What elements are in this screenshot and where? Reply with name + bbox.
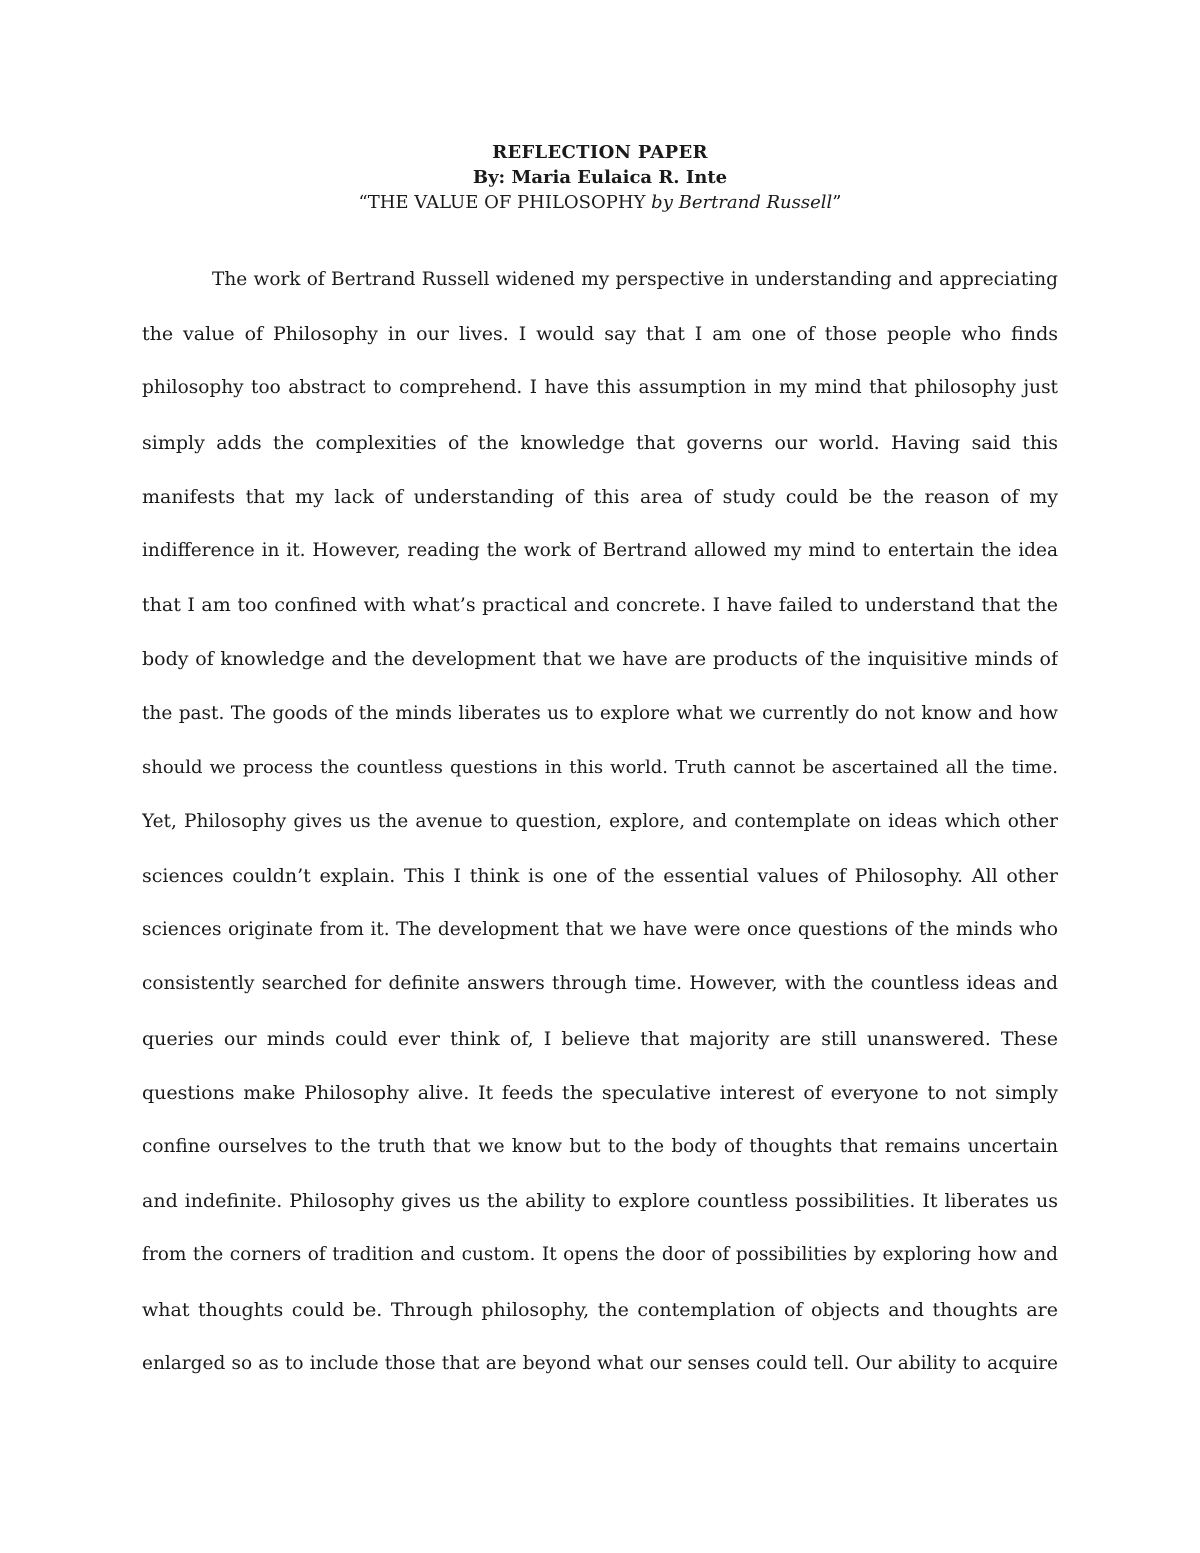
document-title: REFLECTION PAPER: [492, 142, 708, 163]
body-line: indifference in it. However, reading the work of Bertrand allowed my mind to entertain the idea: [142, 539, 1058, 561]
body-line: queries our minds could ever think of, I believe that majority are still unanswered. These: [142, 1027, 1058, 1050]
body-paragraph: [142, 253, 1058, 1391]
document-header: [0, 140, 1200, 216]
body-line: confine ourselves to the truth that we know but to the body of thoughts that remains uncertain: [142, 1136, 1058, 1157]
document-author: By: Maria Eulaica R. Inte: [472, 167, 728, 188]
subtitle-open: “THE VALUE OF PHILOSOPHY: [358, 192, 652, 213]
body-line: what thoughts could be. Through philosophy, the contemplation of objects and thoughts are: [142, 1298, 1058, 1321]
subtitle-close: ”: [832, 192, 842, 213]
body-line: from the corners of tradition and custom. It opens the door of possibilities by exploring how and: [142, 1244, 1058, 1266]
body-line: consistently searched for definite answers through time. However, with the countless ideas and: [142, 973, 1058, 995]
body-line: the value of Philosophy in our lives. I would say that I am one of those people who finds: [142, 323, 1058, 346]
body-line: philosophy too abstract to comprehend. I have this assumption in my mind that philosophy just: [142, 377, 1058, 399]
body-line: manifests that my lack of understanding of this area of study could be the reason of my: [142, 485, 1058, 508]
subtitle-italic: by Bertrand Russell: [651, 192, 833, 213]
body-line: enlarged so as to include those that are beyond what our senses could tell. Our ability to acquire: [142, 1352, 1058, 1374]
body-line: sciences couldn’t explain. This I think is one of the essential values of Philosophy. All other: [142, 865, 1058, 888]
body-line: questions make Philosophy alive. It feeds the speculative interest of everyone to not simply: [142, 1081, 1058, 1104]
body-line: Yet, Philosophy gives us the avenue to question, explore, and contemplate on ideas which other: [142, 810, 1058, 832]
body-line: sciences originate from it. The development that we have were once questions of the minds who: [142, 919, 1058, 941]
body-line: that I am too confined with what’s practical and concrete. I have failed to understand that the: [142, 594, 1058, 617]
body-line: body of knowledge and the development that we have are products of the inquisitive minds of: [142, 648, 1058, 671]
body-line: simply adds the complexities of the knowledge that governs our world. Having said this: [142, 431, 1058, 454]
document-subtitle: [0, 190, 1200, 216]
body-line: The work of Bertrand Russell widened my perspective in understanding and appreciating: [212, 269, 1058, 290]
body-line: and indefinite. Philosophy gives us the ability to explore countless possibilities. It liberates us: [142, 1190, 1058, 1213]
body-line: should we process the countless questions in this world. Truth cannot be ascertained all the time.: [142, 756, 1058, 778]
body-line: the past. The goods of the minds liberates us to explore what we currently do not know and how: [142, 702, 1058, 724]
